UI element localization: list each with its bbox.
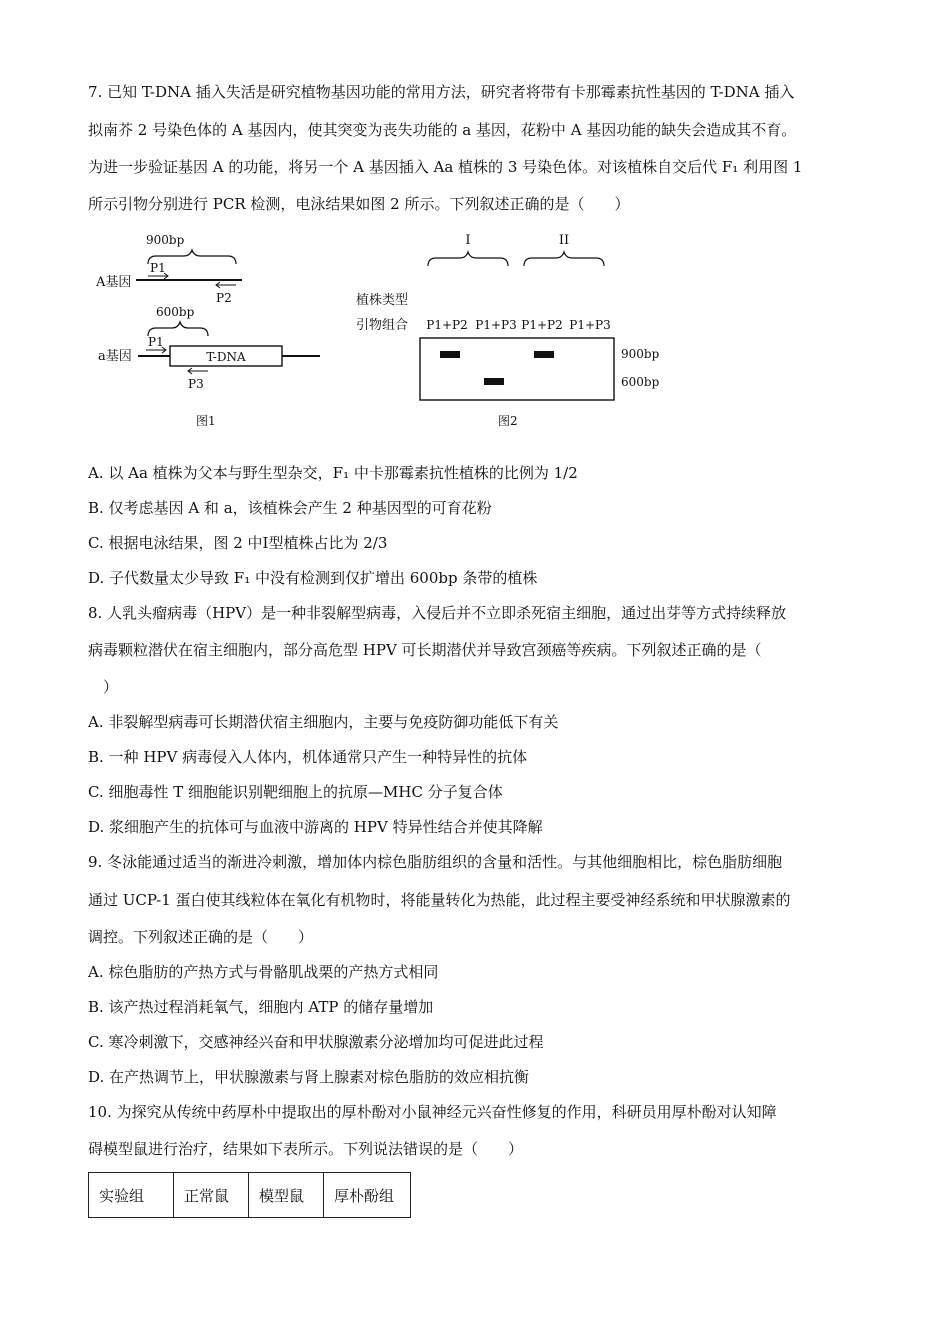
fig1-lower-size-label: 600bp <box>156 305 195 319</box>
fig1-p1-label-lower: P1 <box>148 335 164 349</box>
table-header-cell: 厚朴酚组 <box>324 1173 411 1218</box>
q8-option-b: B. 一种 HPV 病毒侵入人体内，机体通常只产生一种特异性的抗体 <box>88 748 528 766</box>
fig1-tdna-label: T-DNA <box>206 350 246 364</box>
fig2-size-900bp: 900bp <box>621 347 660 361</box>
q9-option-d: D. 在产热调节上，甲状腺激素与肾上腺素对棕色脂肪的效应相抗衡 <box>88 1068 530 1086</box>
table-header-cell: 模型鼠 <box>249 1173 324 1218</box>
q8-option-d: D. 浆细胞产生的抗体可与血液中游离的 HPV 特异性结合并使其降解 <box>88 818 543 836</box>
q8-stem-line-2: 病毒颗粒潜伏在宿主细胞内，部分高危型 HPV 可长期潜伏并导致宫颈癌等疾病。下列叙述正确的是（ <box>88 641 762 659</box>
q8-stem-line-1: 8. 人乳头瘤病毒（HPV）是一种非裂解型病毒，入侵后并不立即杀死宿主细胞，通过出芽等方式持续释放 <box>88 604 787 622</box>
fig2-gel-box <box>420 338 614 400</box>
fig1-caption: 图1 <box>196 414 216 428</box>
q9-stem-line-1: 9. 冬泳能通过适当的渐进冷刺激，增加体内棕色脂肪组织的含量和活性。与其他细胞相比，棕色脂肪细胞 <box>88 853 783 871</box>
fig2-band-lane1-900bp <box>440 351 460 358</box>
figure-pcr <box>88 228 688 438</box>
fig2-lane-1-label: P1+P2 <box>426 318 468 332</box>
q7-stem-line-1: 7. 已知 T-DNA 插入失活是研究植物基因功能的常用方法，研究者将带有卡那霉素抗性基因的 T-DNA 插入 <box>88 83 795 101</box>
fig2-primer-row-label: 引物组合 <box>356 318 409 333</box>
fig2-band-lane2-600bp <box>484 378 504 385</box>
q7-option-a: A. 以 Aa 植株为父本与野生型杂交，F₁ 中卡那霉素抗性植株的比例为 1/2 <box>88 464 578 482</box>
fig1-p3-label: P3 <box>188 377 204 391</box>
fig2-type1-brace <box>428 252 508 266</box>
fig2-band-lane3-900bp <box>534 351 554 358</box>
q9-stem-line-3: 调控。下列叙述正确的是（ ） <box>88 928 314 946</box>
fig2-lane-4-label: P1+P3 <box>569 318 611 332</box>
q8-option-c: C. 细胞毒性 T 细胞能识别靶细胞上的抗原—MHC 分子复合体 <box>88 783 503 801</box>
fig2-type2-brace <box>524 252 604 266</box>
figure-1 <box>95 233 320 428</box>
q8-stem-line-3: ） <box>88 678 119 696</box>
q7-stem-line-2: 拟南芥 2 号染色体的 A 基因内，使其突变为丧失功能的 a 基因，花粉中 A 基因功能的缺失会造成其不育。 <box>88 121 797 139</box>
q7-option-c: C. 根据电泳结果，图 2 中Ⅰ型植株占比为 2/3 <box>88 534 388 552</box>
q9-option-b: B. 该产热过程消耗氧气，细胞内 ATP 的储存量增加 <box>88 998 434 1016</box>
q9-stem-line-2: 通过 UCP-1 蛋白使其线粒体在氧化有机物时，将能量转化为热能，此过程主要受神经系统和甲状腺激素的 <box>88 891 791 909</box>
figure-2 <box>356 233 660 428</box>
fig1-p2-label: P2 <box>216 291 232 305</box>
q7-option-d: D. 子代数量太少导致 F₁ 中没有检测到仅扩增出 600bp 条带的植株 <box>88 569 538 587</box>
fig2-caption: 图2 <box>498 414 518 428</box>
table-header-row <box>89 1173 411 1218</box>
fig1-p1-label-a: P1 <box>150 261 166 275</box>
q10-stem-line-1: 10. 为探究从传统中药厚朴中提取出的厚朴酚对小鼠神经元兴奋性修复的作用，科研员用厚朴酚对认知障 <box>88 1103 777 1121</box>
fig1-a-size-label: 900bp <box>146 233 185 247</box>
fig1-lower-gene-label: a基因 <box>98 349 132 364</box>
fig2-lane-2-label: P1+P3 <box>475 318 517 332</box>
q8-option-a: A. 非裂解型病毒可长期潜伏宿主细胞内，主要与免疫防御功能低下有关 <box>88 713 559 731</box>
fig2-type1-label: I <box>465 233 471 248</box>
fig1-lower-brace <box>148 322 208 336</box>
fig2-lane-3-label: P1+P2 <box>521 318 563 332</box>
fig1-a-gene-label: A基因 <box>96 275 132 290</box>
fig2-type-row-label: 植株类型 <box>356 293 409 308</box>
q7-option-b: B. 仅考虑基因 A 和 a，该植株会产生 2 种基因型的可育花粉 <box>88 499 492 517</box>
q9-option-c: C. 寒冷刺激下，交感神经兴奋和甲状腺激素分泌增加均可促进此过程 <box>88 1033 544 1051</box>
q7-stem-line-4: 所示引物分别进行 PCR 检测，电泳结果如图 2 所示。下列叙述正确的是（ ） <box>88 195 630 213</box>
q10-results-table <box>88 1172 411 1218</box>
table-header-cell: 实验组 <box>89 1173 174 1218</box>
fig2-size-600bp: 600bp <box>621 375 660 389</box>
table-header-cell: 正常鼠 <box>174 1173 249 1218</box>
q9-option-a: A. 棕色脂肪的产热方式与骨骼肌战栗的产热方式相同 <box>88 963 439 981</box>
q7-stem-line-3: 为进一步验证基因 A 的功能，将另一个 A 基因插入 Aa 植株的 3 号染色体。对该植株自交后代 F₁ 利用图 1 <box>88 158 803 176</box>
fig2-type2-label: II <box>558 233 570 248</box>
q10-stem-line-2: 碍模型鼠进行治疗，结果如下表所示。下列说法错误的是（ ） <box>88 1140 524 1158</box>
